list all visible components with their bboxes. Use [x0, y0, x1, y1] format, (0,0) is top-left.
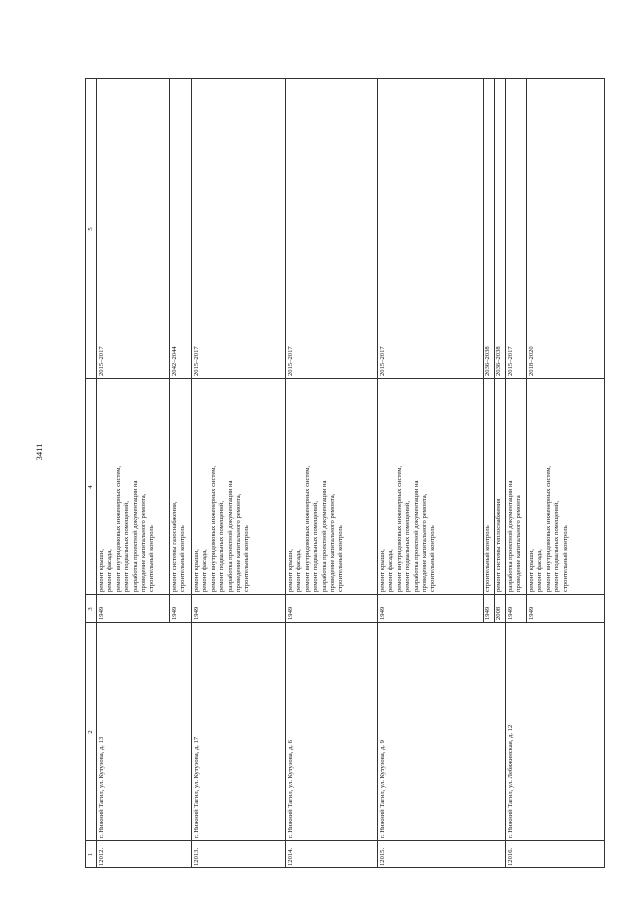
row-address: г. Нижний Тагил, ул. Кутузова, д. 9	[379, 740, 386, 838]
work-item: разработка проектной документации на	[131, 480, 139, 592]
build-year: 1949	[484, 606, 491, 620]
build-year: 1949	[507, 606, 514, 620]
works-schedule-table	[85, 78, 605, 868]
row-address: г. Нижний Тагил, ул. Лебяжинская, д. 12	[507, 724, 514, 838]
header-col-3: 3	[87, 607, 94, 611]
header-col-1: 1	[87, 852, 94, 857]
work-item: ремонт внутридомовых инженерных систем,	[209, 465, 217, 592]
work-item: проведение капитального ремонта	[515, 495, 523, 592]
work-item: строительный контроль	[179, 525, 187, 592]
build-year: 1949	[98, 606, 105, 620]
build-year: 1949	[193, 606, 200, 620]
row-number: 12012.	[98, 847, 105, 866]
build-year: 1949	[379, 606, 386, 620]
work-item: ремонт подвальных помещений,	[404, 501, 412, 592]
work-item: разработка проектной документации на	[412, 480, 420, 592]
row-address: г. Нижний Тагил, ул. Кутузова, д. 13	[98, 736, 105, 838]
header-col-5: 5	[87, 227, 94, 231]
work-item: ремонт внутридомовых инженерных систем,	[114, 465, 122, 592]
row-address: г. Нижний Тагил, ул. Кутузова, д. 17	[193, 736, 200, 838]
work-item: ремонт фасада,	[295, 549, 303, 592]
work-item: строительный контроль	[429, 525, 437, 592]
works-list	[484, 525, 492, 592]
row-address: г. Нижний Тагил, ул. Кутузова, д. 6	[287, 740, 294, 838]
work-item: строительный контроль	[243, 525, 251, 592]
work-item: ремонт подвальных помещений,	[218, 501, 226, 592]
work-item: разработка проектной документации на	[226, 480, 234, 592]
work-item: ремонт подвальных помещений,	[553, 501, 561, 592]
repair-period: 2015–2017	[98, 346, 105, 376]
row-number: 12013.	[193, 847, 200, 866]
row-number: 12016.	[507, 847, 514, 866]
work-item: ремонт внутридомовых инженерных систем,	[544, 465, 552, 592]
work-item: ремонт системы газоснабжения,	[171, 501, 178, 592]
work-item: ремонт подвальных помещений,	[123, 501, 131, 592]
works-list	[171, 501, 188, 592]
work-item: проведение капитального ремонта,	[329, 493, 337, 592]
work-item: ремонт крыши,	[379, 549, 386, 592]
work-item: ремонт крыши,	[528, 549, 535, 592]
work-item: ремонт подвальных помещений,	[312, 501, 320, 592]
header-col-2: 2	[87, 730, 94, 734]
work-item: ремонт фасада,	[201, 549, 209, 592]
work-item: ремонт фасада,	[387, 549, 395, 592]
page-number: 3411	[34, 443, 44, 461]
header-col-4: 4	[87, 485, 94, 489]
work-item: разработка проектной документации на	[320, 480, 328, 592]
works-list	[528, 466, 570, 592]
work-item: ремонт крыши,	[287, 549, 294, 592]
work-item: ремонт крыши,	[193, 549, 200, 592]
table-container	[85, 78, 605, 868]
works-list	[495, 499, 503, 592]
work-item: ремонт внутридомовых инженерных систем,	[303, 465, 311, 592]
repair-period: 2042–2044	[171, 346, 178, 376]
repair-period: 2036–2038	[484, 346, 491, 376]
work-item: проведение капитального ремонта,	[421, 493, 429, 592]
row-number: 12014.	[287, 847, 294, 866]
repair-period: 2015–2017	[193, 346, 200, 376]
work-item: строительный контроль	[148, 525, 156, 592]
work-item: разработка проектной документации на	[507, 480, 514, 592]
repair-period: 2015–2017	[507, 346, 514, 376]
work-item: ремонт фасада,	[536, 549, 544, 592]
work-item: ремонт системы теплоснабжения	[495, 498, 502, 592]
works-list	[98, 466, 157, 592]
work-item: строительный контроль	[484, 525, 491, 592]
work-item: строительный контроль	[337, 525, 345, 592]
work-item: ремонт фасада,	[106, 549, 114, 592]
repair-period: 2036–2038	[495, 346, 502, 376]
work-item: строительный контроль	[561, 525, 569, 592]
work-item: проведение капитального ремонта,	[235, 493, 243, 592]
works-list	[379, 466, 438, 592]
row-number: 12015.	[379, 847, 386, 866]
build-year: 2008	[495, 606, 502, 620]
work-item: ремонт внутридомовых инженерных систем,	[395, 465, 403, 592]
repair-period: 2015–2017	[379, 346, 386, 376]
work-item: ремонт крыши,	[98, 549, 105, 592]
work-item: проведение капитального ремонта,	[140, 493, 148, 592]
works-list	[287, 466, 346, 592]
repair-period: 2018–2020	[528, 346, 535, 376]
build-year: 1949	[287, 606, 294, 620]
build-year: 1949	[528, 606, 535, 620]
build-year: 1949	[171, 606, 178, 620]
repair-period: 2015–2017	[287, 346, 294, 376]
works-list	[193, 466, 252, 592]
works-list	[507, 481, 524, 593]
